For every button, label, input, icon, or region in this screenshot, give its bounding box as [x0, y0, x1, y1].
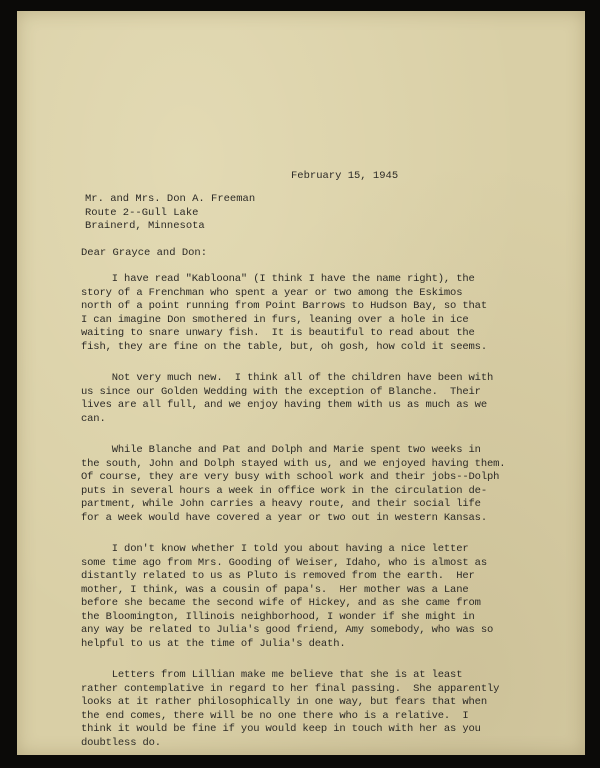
text-line: distantly related to us as Pluto is removed from the earth. Her	[81, 570, 475, 582]
text-line: Letters from Lillian make me believe that she is at least	[81, 669, 463, 681]
paragraph-kabloona	[81, 273, 600, 354]
text-line: I don't know whether I told you about having a nice letter	[81, 543, 469, 555]
recipient-address	[85, 193, 255, 234]
text-line: I can imagine Don smothered in furs, leaning over a hole in ice	[81, 313, 469, 326]
text-line: can.	[81, 412, 106, 425]
text-line: puts in several hours a week in office work in the circulation de-	[81, 484, 487, 497]
text-line: north of a point running from Point Barrows to Hudson Bay, so that	[81, 300, 487, 312]
text-line: rather contemplative in regard to her final passing. She apparently	[81, 682, 500, 695]
text-line: fish, they are fine on the table, but, oh gosh, how cold it seems.	[81, 340, 487, 353]
paragraph-lillian	[81, 669, 600, 750]
paragraph-children	[81, 372, 600, 426]
text-line: Of course, they are very busy with school work and their jobs--Dolph	[81, 471, 500, 483]
text-line: the south, John and Dolph stayed with us, and we enjoyed having them.	[81, 457, 506, 470]
text-line: lives are all full, and we enjoy having them with us as much as we	[81, 399, 487, 411]
text-line: any way be related to Julia's good friend, Amy somebody, who was so	[81, 624, 494, 636]
text-line: some time ago from Mrs. Gooding of Weiser, Idaho, who is almost as	[81, 556, 487, 569]
salutation: Dear Grayce and Don:	[81, 247, 208, 259]
paragraph-gooding	[81, 543, 600, 651]
text-line: partment, while John carries a heavy route, and their social life	[81, 498, 481, 510]
letter-date: February 15, 1945	[291, 170, 399, 182]
text-line: mother, I think, was a cousin of papa's. Her mother was a Lane	[81, 583, 469, 596]
text-line: looks at it rather philosophically in one way, but fears that when	[81, 696, 487, 708]
paragraph-south-trip	[81, 444, 600, 525]
text-line: While Blanche and Pat and Dolph and Marie spent two weeks in	[81, 444, 481, 456]
address-line: Route 2--Gull Lake	[85, 206, 199, 219]
text-line: think it would be fine if you would keep in touch with her as you	[81, 723, 481, 735]
letter-body	[81, 273, 600, 768]
text-line: waiting to snare unwary fish. It is beautiful to read about the	[81, 327, 475, 339]
text-line: for a week would have covered a year or two out in western Kansas.	[81, 511, 487, 524]
text-line: the Bloomington, Illinois neighborhood, I wonder if she might in	[81, 610, 475, 623]
letter-page	[17, 11, 585, 755]
address-line: Brainerd, Minnesota	[85, 220, 205, 232]
text-line: doubtless do.	[81, 736, 161, 749]
text-line: Not very much new. I think all of the children have been with	[81, 372, 494, 384]
text-line: before she became the second wife of Hickey, and as she came from	[81, 597, 481, 609]
text-line: story of a Frenchman who spent a year or two among the Eskimos	[81, 286, 463, 299]
text-line: helpful to us at the time of Julia's death.	[81, 637, 346, 650]
text-line: us since our Golden Wedding with the exception of Blanche. Their	[81, 385, 481, 398]
text-line: the end comes, there will be no one there who is a relative. I	[81, 709, 469, 722]
address-line: Mr. and Mrs. Don A. Freeman	[85, 193, 256, 205]
text-line: I have read "Kabloona" (I think I have the name right), the	[81, 273, 475, 285]
